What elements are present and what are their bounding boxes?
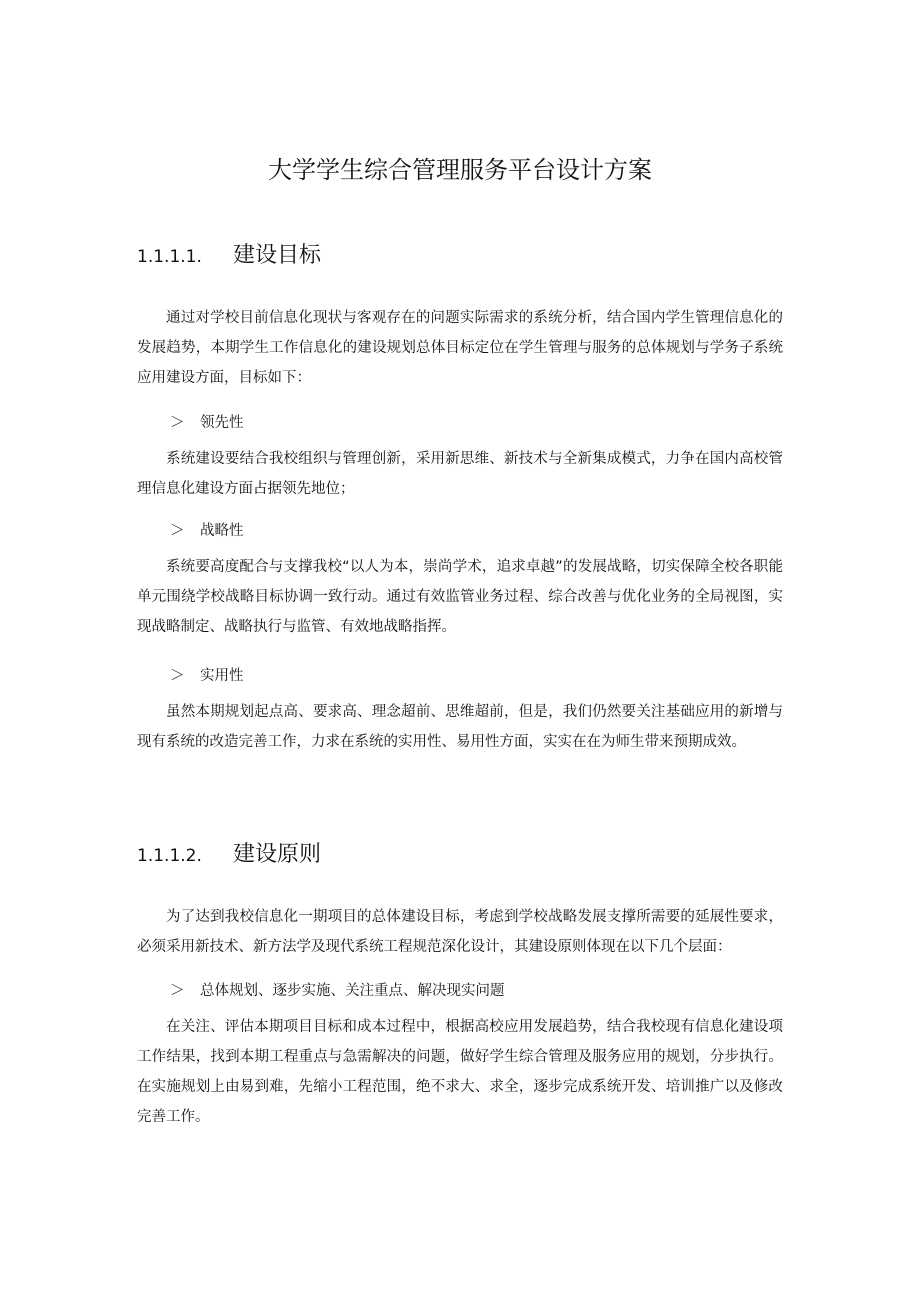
bullet-arrow-icon: ＞ bbox=[170, 668, 185, 684]
paragraph-goals-intro: 通过对学校目前信息化现状与客观存在的问题实际需求的系统分析，结合国内学生管理信息化的发展趋势，本期学生工作信息化的建设规划总体目标定位在学生管理与服务的总体规划与学务子系统应用建设方面，目标如下： bbox=[137, 310, 783, 386]
bullet-label: 领先性 bbox=[200, 415, 244, 431]
bullet-label: 实用性 bbox=[200, 668, 244, 684]
bullet-overall-planning bbox=[170, 976, 505, 1006]
paragraph-practical: 虽然本期规划起点高、要求高、理念超前、思维超前，但是，我们仍然要关注基础应用的新增与现有系统的改造完善工作，力求在系统的实用性、易用性方面，实实在在为师生带来预期成效。 bbox=[137, 704, 783, 750]
bullet-arrow-icon: ＞ bbox=[170, 983, 185, 999]
section-number: 1.1.1.1. bbox=[137, 247, 202, 267]
document-title: 大学学生综合管理服务平台设计方案 bbox=[268, 156, 652, 184]
bullet-arrow-icon: ＞ bbox=[170, 523, 185, 539]
bullet-arrow-icon: ＞ bbox=[170, 415, 185, 431]
bullet-leading bbox=[170, 408, 244, 438]
paragraph-leading: 系统建设要结合我校组织与管理创新，采用新思维、新技术与全新集成模式，力争在国内高校管理信息化建设方面占据领先地位； bbox=[137, 451, 783, 497]
paragraph-strategic: 系统要高度配合与支撑我校“以人为本，崇尚学术，追求卓越”的发展战略，切实保障全校各职能单元围绕学校战略目标协调一致行动。通过有效监管业务过程、综合改善与优化业务的全局视图，实现战略制定、战略执行与监管、有效地战略指挥。 bbox=[137, 559, 783, 635]
bullet-strategic bbox=[170, 516, 244, 546]
section-heading-goals bbox=[137, 239, 321, 273]
bullet-label: 战略性 bbox=[200, 523, 244, 539]
section-heading-principles bbox=[137, 838, 321, 872]
paragraph-principles-intro: 为了达到我校信息化一期项目的总体建设目标，考虑到学校战略发展支撑所需要的延展性要求，必须采用新技术、新方法学及现代系统工程规范深化设计，其建设原则体现在以下几个层面： bbox=[137, 909, 783, 955]
section-title: 建设原则 bbox=[233, 842, 322, 867]
bullet-practical bbox=[170, 661, 244, 691]
section-number: 1.1.1.2. bbox=[137, 846, 202, 866]
section-title: 建设目标 bbox=[233, 243, 322, 268]
paragraph-overall-planning: 在关注、评估本期项目目标和成本过程中，根据高校应用发展趋势，结合我校现有信息化建设项工作结果，找到本期工程重点与急需解决的问题，做好学生综合管理及服务应用的规划，分步执行。在实施规划上由易到难，先缩小工程范围，绝不求大、求全，逐步完成系统开发、培训推广以及修改完善工作。 bbox=[137, 1019, 783, 1125]
bullet-label: 总体规划、逐步实施、关注重点、解决现实问题 bbox=[200, 983, 505, 999]
